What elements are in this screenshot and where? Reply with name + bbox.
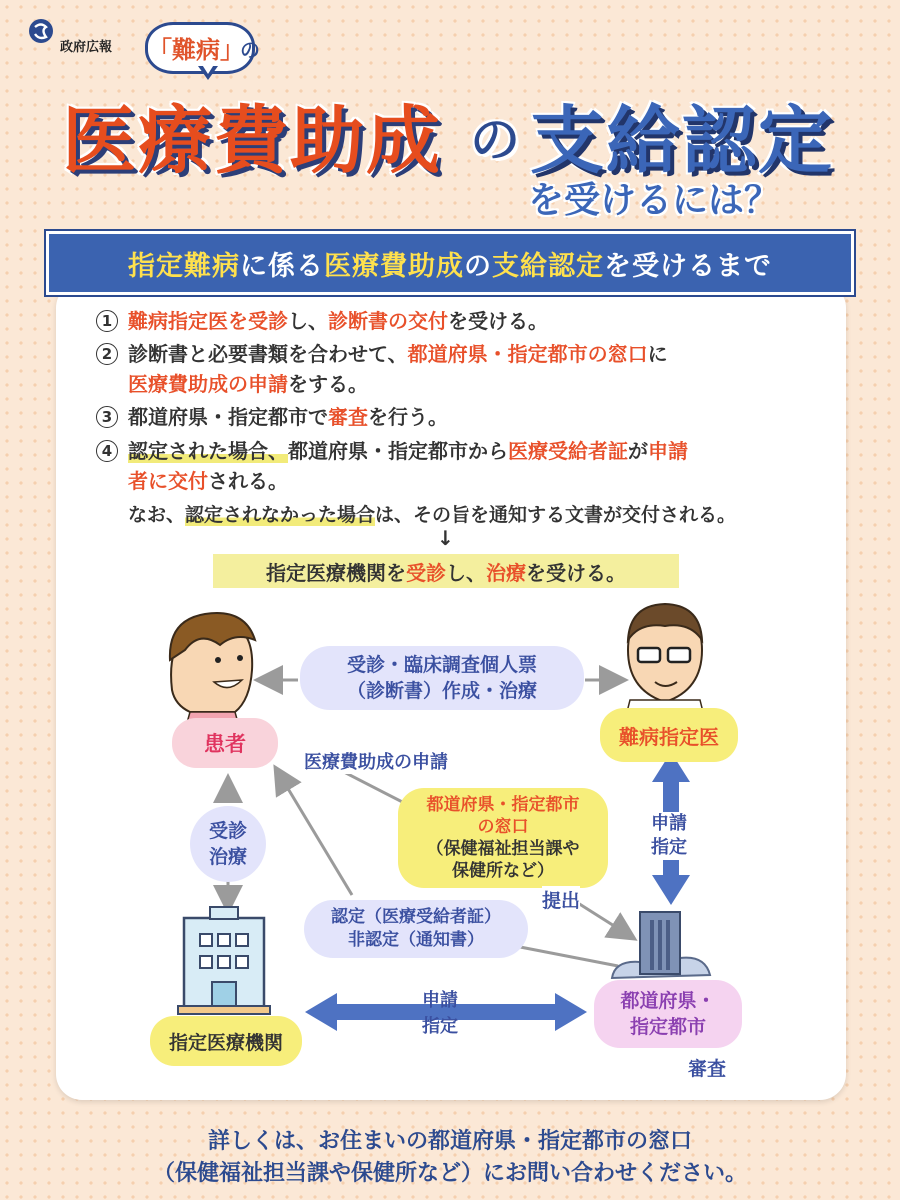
apply-designate-horizontal-label [422, 988, 458, 1040]
note-text: 認定されなかった場合 [185, 504, 376, 526]
step-text: 申請 [648, 439, 688, 463]
footer-line-2: （保健福祉担当課や保健所など）にお問い合わせください。 [152, 1161, 747, 1186]
banner-part-5: 支給認定 [492, 250, 604, 282]
label-text: 指定 [651, 837, 687, 858]
pill-text: 指定都市 [629, 1016, 706, 1038]
prefecture-label [594, 980, 742, 1048]
apply-subsidy-label: 医療費助成の申請 [304, 748, 448, 774]
review-label: 審査 [688, 1058, 727, 1080]
submit-label: 提出 [542, 886, 580, 913]
certification-pill [304, 900, 528, 958]
label-text: 申請 [651, 813, 687, 834]
apply-designate-vertical-label [646, 812, 692, 860]
doctor-illustration-icon [625, 604, 705, 720]
logo-text: 政府広報 [60, 40, 113, 55]
step-text: 診断書の交付 [328, 309, 448, 333]
step-number: 2 [96, 343, 118, 365]
result-text: 受診 [406, 560, 446, 585]
step-text: をする。 [288, 372, 368, 396]
banner-part-2: に係る [240, 250, 324, 282]
designated-doctor-label: 難病指定医 [600, 708, 738, 762]
step-number: 3 [96, 406, 118, 428]
step-text: される。 [208, 469, 288, 493]
banner-part-4: の [464, 250, 492, 282]
result-text: し、 [446, 560, 486, 585]
note-text: は、その旨を通知する文書が交付される。 [375, 504, 737, 526]
bubble-particle: の [240, 38, 260, 62]
pill-text: 受診 [208, 820, 247, 842]
office-window-box [398, 788, 608, 888]
pill-text: 非認定（通知書） [348, 930, 484, 950]
result-text: を受ける。 [526, 560, 626, 585]
pill-text: 受診・臨床調査個人票 [346, 654, 537, 676]
step-number: 1 [96, 310, 118, 332]
bubble-word: 「難病」 [148, 36, 244, 64]
visit-treatment-pill [190, 806, 266, 882]
step-text: 医療費助成の申請 [128, 372, 288, 396]
consultation-pill [300, 646, 584, 710]
footer-line-1: 詳しくは、お住まいの都道府県・指定都市の窓口 [207, 1129, 692, 1154]
step-text: を行う。 [368, 405, 448, 429]
step-number: 4 [96, 440, 118, 462]
patient-illustration-icon [170, 613, 255, 730]
pill-text: 治療 [208, 846, 247, 868]
step-text: 難病指定医を受診 [128, 309, 288, 333]
connector-line [278, 772, 352, 895]
hospital-building-icon [178, 907, 270, 1014]
result-text: 治療 [486, 560, 526, 585]
step-text: 者に交付 [128, 469, 208, 493]
patient-label: 患者 [172, 718, 278, 768]
banner-part-6: を受けるまで [604, 250, 772, 282]
step-text: し、 [288, 309, 328, 333]
banner-part-3: 医療費助成 [324, 250, 464, 282]
pill-text: 認定（医療受給者証） [331, 907, 501, 927]
window-text: 保健所など） [452, 861, 554, 881]
step-text: 審査 [328, 405, 368, 429]
step-text: 都道府県・指定都市から [288, 439, 508, 463]
result-text: 指定医療機関を [266, 560, 406, 585]
window-text: （保健福祉担当課や [426, 839, 580, 859]
title-particle: の [470, 111, 520, 169]
step-text: 認定された場合、 [128, 439, 288, 463]
window-text: の窓口 [477, 817, 529, 837]
title-sub: 支給認定 [530, 98, 834, 184]
label-text: 申請 [422, 990, 458, 1011]
step-text: 医療受給者証 [508, 439, 628, 463]
down-arrow-icon: ↓ [437, 526, 454, 550]
pill-text: 都道府県・ [620, 990, 716, 1012]
government-building-icon [612, 912, 710, 978]
title-main: 医療費助成 [62, 98, 442, 184]
step-text: に [647, 342, 668, 366]
pill-text: （診断書）作成・治療 [346, 680, 537, 702]
window-text: 都道府県・指定都市 [426, 795, 580, 815]
banner-part-1: 指定難病 [128, 250, 240, 282]
title-tail: を受けるには？ [528, 180, 781, 221]
step-text: 診断書と必要書類を合わせて、 [128, 342, 408, 366]
step-text: 都道府県・指定都市で [128, 405, 328, 429]
connector-line [515, 946, 618, 966]
step-text: を受ける。 [448, 309, 548, 333]
step-text: 都道府県・指定都市の窓口 [407, 342, 648, 366]
note-text: なお、 [128, 504, 186, 526]
designated-institution-label: 指定医療機関 [150, 1016, 302, 1066]
label-text: 指定 [422, 1016, 458, 1037]
step-text: が [628, 439, 648, 463]
